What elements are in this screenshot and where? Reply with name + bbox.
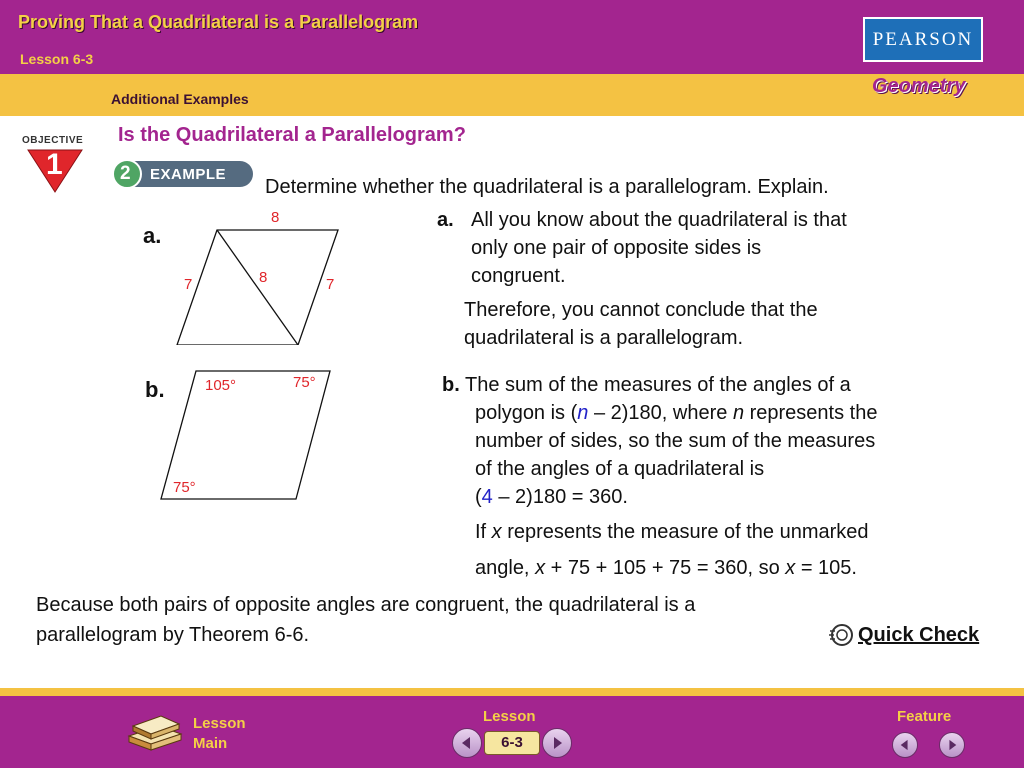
publisher-logo: PEARSON (863, 17, 983, 62)
example-label: EXAMPLE (150, 166, 227, 183)
books-icon (125, 712, 185, 756)
lesson-number-box: 6-3 (484, 731, 540, 755)
figure-b-label: b. (145, 377, 165, 402)
answer-a-line-1: All you know about the quadrilateral is that (471, 209, 847, 231)
answer-b-text-6a: If (475, 521, 492, 543)
answer-b-line-6 (475, 518, 869, 546)
objective-number: 1 (46, 148, 63, 181)
variable-n: n (577, 402, 589, 424)
answer-b-text-2c: represents the (744, 402, 878, 424)
answer-b-text-7b: + 75 + 105 + 75 = 360, so (545, 557, 786, 579)
example-number: 2 (120, 163, 131, 184)
answer-b-line-3: number of sides, so the sum of the measures (475, 430, 876, 452)
arrow-right-icon (946, 739, 958, 751)
header-band-curve (0, 70, 1024, 84)
quick-check-icon (828, 622, 854, 648)
figure-a-diagonal-length: 8 (259, 269, 268, 286)
answer-a-label: a. (437, 209, 454, 231)
conclusion-line-1: Because both pairs of opposite angles are congruent, the quadrilateral is a (36, 594, 696, 616)
variable-n-2: n (732, 402, 745, 424)
figure-a-top-length: 8 (271, 209, 280, 226)
answer-b-line-1 (442, 371, 851, 399)
number-four: 4 (481, 486, 493, 508)
answer-b-text-5a: ( (475, 486, 482, 508)
objective-label: OBJECTIVE (22, 135, 84, 146)
lesson-main-text (193, 714, 246, 754)
answer-b-text-1: The sum of the measures of the angles of a (464, 374, 851, 396)
answer-b-text-7c: = 105. (795, 557, 857, 579)
figure-a-label: a. (143, 223, 162, 248)
answer-b-line-5 (475, 483, 628, 511)
answer-b-text-2b: – 2)180, where (588, 402, 733, 424)
answer-b-text-5b: – 2)180 = 360. (492, 486, 628, 508)
conclusion-text (36, 590, 936, 650)
variable-x-2: x (535, 557, 546, 579)
figure-b-angle-top-right: 75° (293, 374, 316, 391)
feature-next-button[interactable] (939, 732, 965, 758)
lesson-title: Proving That a Quadrilateral is a Parallelogram (18, 12, 419, 32)
footer-gold-band (0, 688, 1024, 696)
subject-label: Geometry (872, 75, 966, 97)
answer-b-line-4: of the angles of a quadrilateral is (475, 458, 765, 480)
variable-x: x (491, 521, 502, 543)
lesson-prev-button[interactable] (452, 728, 482, 758)
answer-b-text-7a: angle, (475, 557, 536, 579)
quick-check-label: Quick Check (858, 623, 980, 646)
figure-b-angle-bottom-left: 75° (173, 479, 196, 496)
lesson-main-button[interactable] (125, 712, 246, 756)
answer-b-line-7 (475, 554, 857, 582)
figure-a-quadrilateral (170, 205, 370, 345)
lesson-next-button[interactable] (542, 728, 572, 758)
answer-a-line-3: congruent. (471, 265, 566, 287)
figure-a-left-length: 7 (184, 276, 193, 293)
feature-prev-button[interactable] (892, 732, 918, 758)
answer-a-therefore-2: quadrilateral is a parallelogram. (464, 327, 744, 349)
answer-b-label: b. (442, 374, 460, 396)
section-label: Additional Examples (111, 91, 249, 107)
figure-b-angle-top-left: 105° (205, 377, 237, 394)
arrow-left-icon (460, 736, 474, 750)
figure-a-right-length: 7 (326, 276, 335, 293)
lesson-main-line-1: Lesson (193, 715, 246, 732)
answer-a-therefore-1: Therefore, you cannot conclude that the (464, 299, 818, 321)
lesson-nav-label: Lesson (483, 708, 536, 725)
answer-b-line-2 (475, 399, 877, 427)
arrow-left-icon (899, 739, 911, 751)
lesson-number: Lesson 6-3 (20, 51, 94, 67)
feature-nav-label: Feature (897, 708, 952, 725)
lesson-main-line-2: Main (193, 735, 228, 752)
conclusion-line-2: parallelogram by Theorem 6-6. (36, 624, 310, 646)
page-title: Is the Quadrilateral a Parallelogram? (118, 124, 466, 146)
answer-b-text-6b: represents the measure of the unmarked (501, 521, 869, 543)
answer-b-text-2a: polygon is ( (475, 402, 578, 424)
variable-x-3: x (785, 557, 796, 579)
arrow-right-icon (550, 736, 564, 750)
answer-a-line-2: only one pair of opposite sides is (471, 237, 762, 259)
quick-check-link[interactable] (828, 622, 979, 648)
instructions-text: Determine whether the quadrilateral is a parallelogram. Explain. (265, 176, 829, 198)
